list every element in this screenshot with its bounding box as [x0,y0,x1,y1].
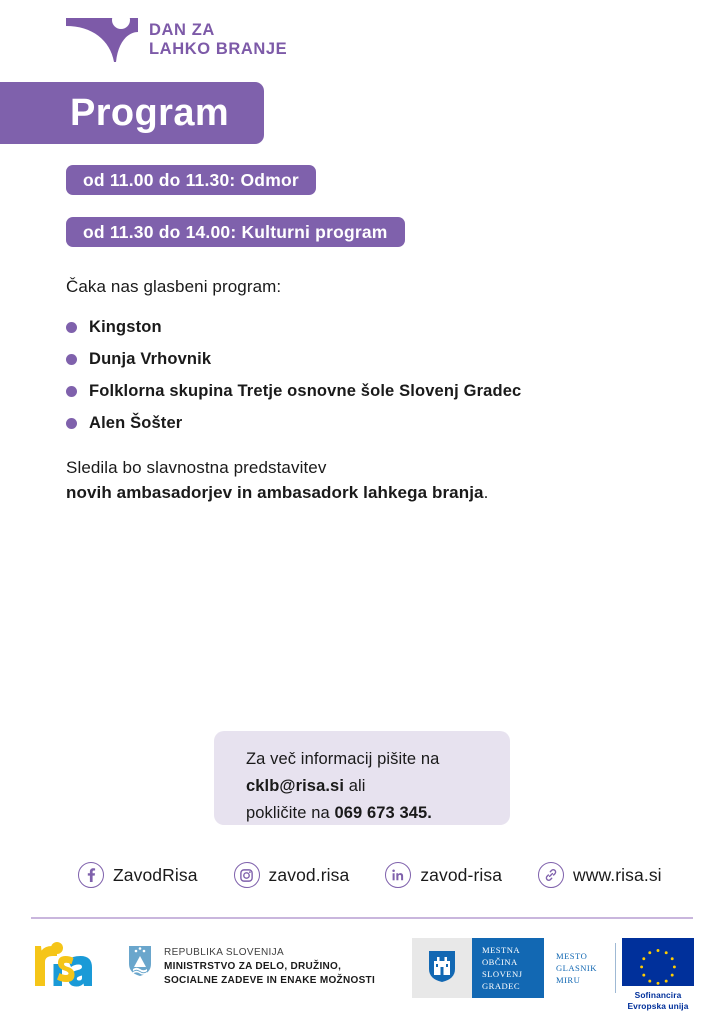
social-link-instagram[interactable] [234,862,350,888]
social-link-linkedin-label: zavod-risa [420,864,503,885]
bullet-dot-icon [66,354,77,365]
contact-line-3-lead: pokličite na [246,803,335,822]
list-item [66,407,666,439]
sg-motto-line-3: MIRU [556,975,581,986]
closing-line-2-tail: . [483,482,489,502]
eu-funding-text [622,990,694,1013]
eu-line-2: Evropska unija [627,1001,689,1012]
contact-line-1: Za več informacij pišite na [246,750,440,768]
dan-za-lahko-branje-mark-icon [66,18,138,62]
ministry-logo [127,944,375,987]
closing-line-1: Sledila bo slavnostna predstavitev [66,458,327,477]
list-item [66,311,666,343]
brand-line-1: DAN ZA [149,21,215,40]
social-link-facebook[interactable] [78,862,198,888]
performer-name: Dunja Vrhovnik [89,349,212,368]
sg-line-4: GRADEC [482,981,521,992]
slovenj-gradec-coat-of-arms-icon [427,949,457,988]
social-link-facebook-label: ZavodRisa [113,864,198,885]
schedule-chip-cultural-program-label: od 11.30 do 14.00: Kulturni program [83,221,388,242]
brand-line-2: LAHKO BRANJE [149,40,288,58]
social-link-website[interactable] [538,862,662,888]
page-title: Program [70,92,230,134]
contact-email[interactable]: cklb@risa.si [246,776,345,795]
social-link-linkedin[interactable] [385,862,502,888]
eu-funding-logo [622,938,694,1013]
schedule-chip-break [66,165,316,195]
ministry-line-3: SOCIALNE ZADEVE IN ENAKE MOŽNOSTI [164,974,376,986]
performer-name: Alen Šošter [89,413,183,432]
footer-logos [0,934,724,1012]
linkedin-icon [385,862,411,888]
list-item [66,343,666,375]
social-links-row [78,862,662,888]
contact-line-3 [246,800,510,827]
european-union-flag-icon [622,938,694,986]
brand-logo [66,18,287,62]
performer-list [66,311,666,439]
list-item [66,375,666,407]
closing-line-2-bold: novih ambasadorjev in ambasadork lahkega branja [66,482,484,502]
contact-line-2-tail: ali [344,776,366,795]
sg-motto-line-1: MESTO [556,950,588,961]
social-link-website-label: www.risa.si [573,864,662,885]
eu-line-1: Sofinancira [634,990,682,1000]
ministry-line-2: MINISTRSTVO ZA DELO, DRUŽINO, [164,960,342,972]
sg-line-1: MESTNA [482,944,521,955]
slovenj-gradec-motto [556,950,597,987]
instagram-icon [234,862,260,888]
schedule-chip-cultural-program [66,217,405,247]
ministry-line-1: REPUBLIKA SLOVENIJA [164,947,285,958]
slovenia-coat-of-arms-icon [127,944,153,977]
social-link-instagram-label: zavod.risa [268,864,350,885]
closing-paragraph [66,456,488,506]
sg-line-2: OBČINA [482,956,518,967]
sg-line-3: SLOVENJ [482,969,523,979]
program-banner [0,82,264,144]
contact-line-2 [246,773,510,800]
slovenj-gradec-name-panel [472,938,544,998]
contact-phone: 069 673 345. [334,803,432,822]
footer-divider [31,917,693,919]
schedule-chip-break-label: od 11.00 do 11.30: Odmor [83,169,299,190]
risa-logo-icon [31,940,101,995]
bullet-dot-icon [66,386,77,397]
music-intro-text: Čaka nas glasbeni program: [66,277,282,296]
facebook-icon [78,862,104,888]
ministry-text [164,944,375,987]
link-icon [538,862,564,888]
bullet-dot-icon [66,418,77,429]
footer-vertical-rule [615,943,616,993]
closing-line-2 [66,481,488,506]
slovenj-gradec-card [412,938,544,998]
contact-info-box [214,731,510,825]
performer-name: Folklorna skupina Tretje osnovne šole Slovenj Gradec [89,381,522,400]
performer-name: Kingston [89,317,162,336]
bullet-dot-icon [66,322,77,333]
slovenj-gradec-crest-panel [412,938,472,998]
sg-motto-line-2: GLASNIK [556,962,597,973]
slovenj-gradec-logo [412,938,616,998]
brand-wordmark [149,21,287,59]
